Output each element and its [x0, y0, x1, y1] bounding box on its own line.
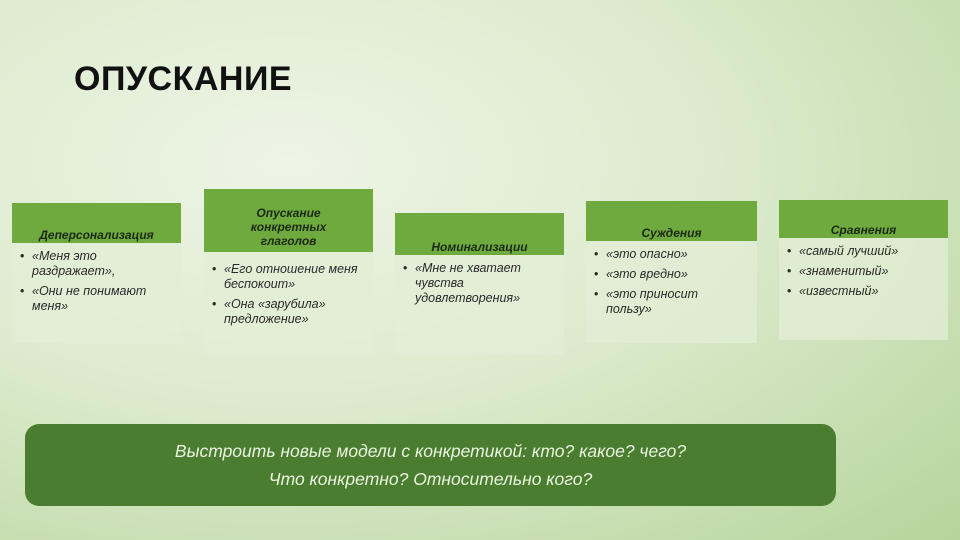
banner-line-1: Выстроить новые модели с конкретикой: кто? какое? чего?	[174, 441, 687, 461]
list-item: • «это приносит пользу»	[594, 287, 716, 317]
list-item: • «это вредно»	[594, 267, 749, 282]
column-header: Номинализации	[395, 213, 564, 255]
column-body	[204, 252, 373, 355]
column-header: Суждения	[586, 201, 757, 241]
summary-banner	[25, 424, 836, 506]
column-body	[779, 238, 948, 340]
column-body	[12, 243, 181, 343]
list-item: • «Меня это раздражает»,	[20, 249, 142, 279]
list-item: • «Его отношение меня беспокоит»	[212, 262, 365, 292]
column-body	[586, 241, 757, 343]
column-header: Деперсонализация	[12, 203, 181, 243]
column-nominalizations	[395, 213, 564, 355]
column-header: Опускание конкретных глаголов	[204, 189, 373, 252]
slide-title: ОПУСКАНИЕ	[74, 60, 293, 98]
list-item: • «знаменитый»	[787, 264, 940, 279]
list-item: • «самый лучший»	[787, 244, 940, 259]
column-body	[395, 255, 564, 355]
banner-line-2: Что конкретно? Относительно кого?	[268, 469, 593, 489]
list-item: • «Мне не хватает чувства удовлетворения»	[403, 261, 550, 306]
column-depersonalization	[12, 203, 181, 343]
column-header: Сравнения	[779, 200, 948, 238]
list-item: • «Она «зарубила» предложение»	[212, 297, 349, 327]
list-item: • «Они не понимают меня»	[20, 284, 172, 314]
column-judgements	[586, 201, 757, 343]
list-item: • «это опасно»	[594, 247, 749, 262]
column-comparisons	[779, 200, 948, 340]
list-item: • «известный»	[787, 284, 940, 299]
column-verb-omission	[204, 189, 373, 355]
